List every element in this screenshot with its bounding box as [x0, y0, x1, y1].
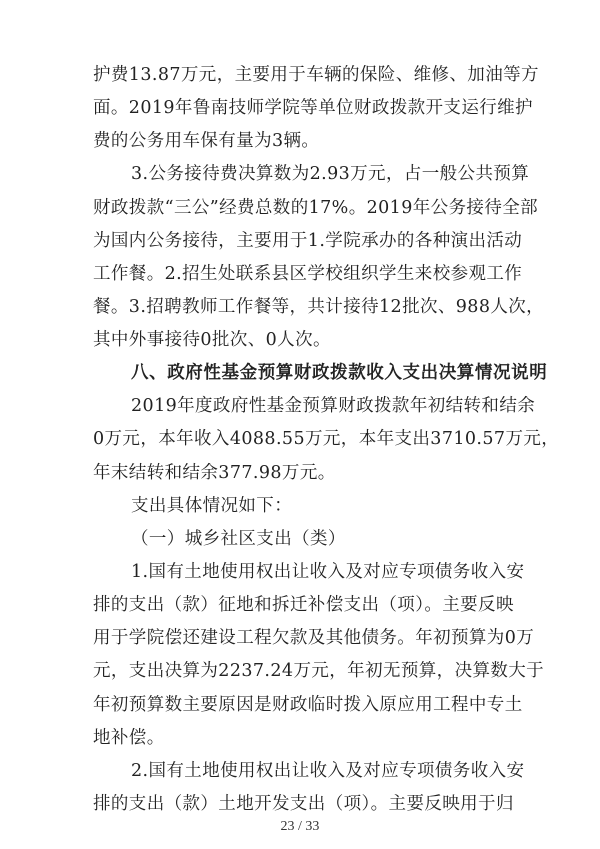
- text-line: 用于学院偿还建设工程欠款及其他债务。年初预算为0万: [93, 628, 535, 648]
- text-line: 支出具体情况如下：: [131, 496, 293, 516]
- text-line: 护费13.87万元，主要用于车辆的保险、维修、加油等方: [93, 65, 539, 85]
- text-line: 财政拨款“三公”经费总数的17%。2019年公务接待全部: [93, 198, 539, 218]
- text-line: 0万元，本年收入4088.55万元，本年支出3710.57万元，: [93, 429, 560, 449]
- text-line: 排的支出（款）征地和拆迁补偿支出（项）。主要反映: [93, 595, 514, 615]
- text-line: 排的支出（款）土地开发支出（项）。主要反映用于归: [93, 794, 514, 814]
- text-line: 费的公务用车保有量为3辆。: [93, 131, 320, 151]
- text-line: 工作餐。2.招生处联系县区学校组织学生来校参观工作: [93, 264, 523, 284]
- text-line: 3.公务接待费决算数为2.93万元，占一般公共预算: [131, 164, 530, 184]
- text-line: 地补偿。: [93, 728, 165, 748]
- section-heading: 八、政府性基金预算财政拨款收入支出决算情况说明: [131, 363, 548, 383]
- text-line: 年初预算数主要原因是财政临时拨入原应用工程中专土: [93, 695, 523, 715]
- text-line: 餐。3.招聘教师工作餐等，共计接待12批次、988人次，: [93, 297, 545, 317]
- subsection-heading: （一）城乡社区支出（类）: [131, 529, 346, 549]
- text-line: 面。2019年鲁南技师学院等单位财政拨款开支运行维护: [93, 98, 533, 118]
- text-line: 1.国有土地使用权出让收入及对应专项债务收入安: [131, 562, 525, 582]
- text-line: 元，支出决算为2237.24万元，年初无预算，决算数大于: [93, 661, 545, 681]
- text-line: 2.国有土地使用权出让收入及对应专项债务收入安: [131, 761, 525, 781]
- text-line: 为国内公务接待，主要用于1.学院承办的各种演出活动: [93, 231, 523, 251]
- text-line: 2019年度政府性基金预算财政拨款年初结转和结余: [131, 396, 536, 416]
- text-line: 其中外事接待0批次、0人次。: [93, 330, 331, 350]
- page-number: 23 / 33: [280, 819, 320, 834]
- text-line: 年末结转和结余377.98万元。: [93, 463, 336, 483]
